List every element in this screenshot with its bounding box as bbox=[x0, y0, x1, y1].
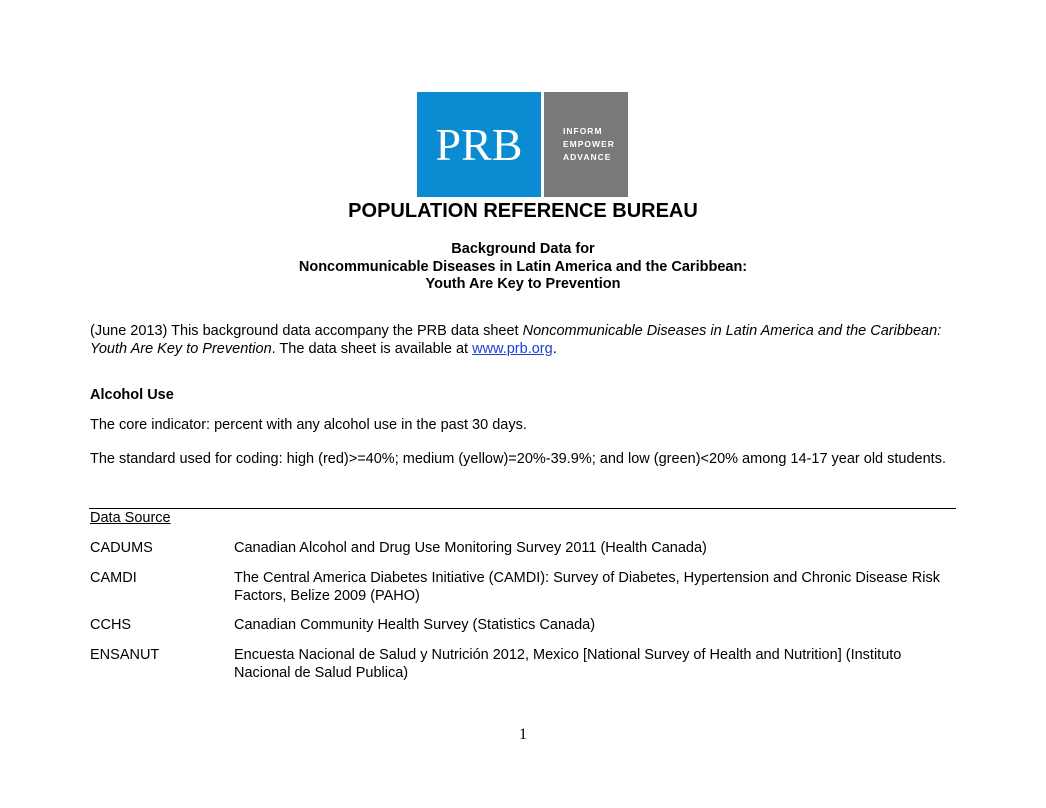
data-source-abbr: ENSANUT bbox=[90, 647, 160, 663]
section-heading: Alcohol Use bbox=[90, 387, 174, 403]
data-source-description: Canadian Community Health Survey (Statistics Canada) bbox=[234, 617, 596, 633]
logo-tagline-empower: EMPOWER bbox=[563, 139, 615, 149]
intro-paragraph bbox=[90, 323, 970, 358]
page-number: 1 bbox=[519, 726, 527, 743]
data-source-description: Canadian Alcohol and Drug Use Monitoring Survey 2011 (Health Canada) bbox=[234, 540, 707, 556]
logo-tagline-advance: ADVANCE bbox=[563, 152, 612, 162]
logo-brand-block bbox=[417, 92, 541, 197]
intro-prefix: (June 2013) This background data accompany the PRB data sheet bbox=[90, 323, 523, 339]
coding-standard-text: The standard used for coding: high (red)>=40%; medium (yellow)=20%-39.9%; and low (green)<20% among 14-17 year old students. bbox=[90, 451, 946, 467]
subtitle-line-2: Noncommunicable Diseases in Latin America and the Caribbean: bbox=[298, 258, 748, 275]
subtitle-line-3: Youth Are Key to Prevention bbox=[425, 276, 621, 292]
table-top-rule bbox=[89, 508, 956, 509]
data-source-abbr: CCHS bbox=[90, 617, 132, 633]
document-subtitle bbox=[0, 241, 1046, 294]
intro-suffix: . bbox=[552, 340, 557, 357]
logo-tagline-inform: INFORM bbox=[563, 126, 603, 136]
data-source-abbr: CAMDI bbox=[90, 570, 137, 586]
prb-logo bbox=[417, 92, 628, 197]
data-source-label: Data Source bbox=[90, 510, 171, 526]
data-source-description: The Central America Diabetes Initiative (CAMDI): Survey of Diabetes, Hypertension and Chronic Disease Risk Factors, Belize 2009 (PAHO) bbox=[234, 570, 940, 604]
logo-brand-text: PRB bbox=[435, 119, 523, 170]
org-title: POPULATION REFERENCE BUREAU bbox=[348, 200, 698, 222]
datasheet-title: Noncommunicable Diseases in Latin America and the Caribbean: Youth Are Key to Prevention bbox=[90, 323, 942, 357]
core-indicator-text: The core indicator: percent with any alcohol use in the past 30 days. bbox=[90, 417, 527, 433]
data-source-abbr: CADUMS bbox=[90, 540, 153, 556]
subtitle-line-1: Background Data for bbox=[451, 241, 595, 257]
prb-website-link[interactable]: www.prb.org bbox=[472, 340, 553, 357]
data-source-description: Encuesta Nacional de Salud y Nutrición 2012, Mexico [National Survey of Health and Nutrition] (Instituto Nacional de Salud Publica) bbox=[234, 647, 902, 681]
logo-tagline-block bbox=[544, 92, 628, 197]
intro-middle: . The data sheet is available at bbox=[271, 340, 473, 357]
